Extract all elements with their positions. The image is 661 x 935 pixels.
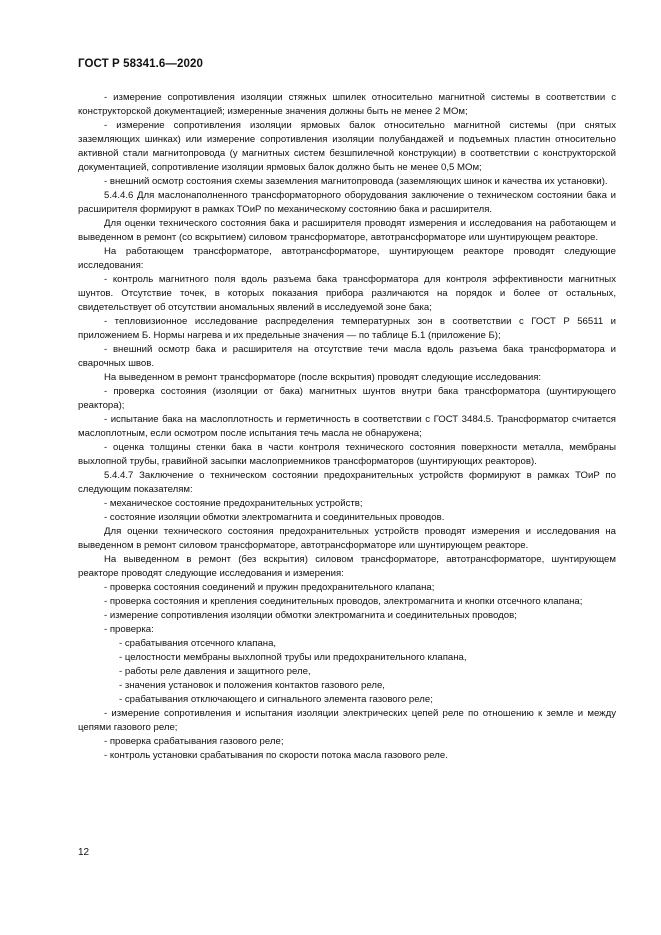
paragraph: - срабатывания отсечного клапана, <box>119 638 277 649</box>
paragraph: - срабатывания отключающего и сигнального элемента газового реле; <box>119 694 433 705</box>
paragraph: - проверка состояния (изоляции от бака) магнитных шунтов внутри бака трансформатора (шунтирующего реактора); <box>78 386 616 411</box>
paragraph: - проверка срабатывания газового реле; <box>104 736 284 747</box>
paragraph: - значения установок и положения контактов газового реле, <box>119 680 385 691</box>
document-body <box>78 91 616 763</box>
paragraph: - внешний осмотр состояния схемы заземления магнитопровода (заземляющих шинок и качества их установки). <box>104 176 608 187</box>
paragraph: - контроль магнитного поля вдоль разъема бака трансформатора для контроля эффективности магнитных шунтов. Отсутствие точек, в которых показания прибора различаются на порядок и более от остальных, свидетельствует об отсутствии аномальных явлений в исследуемой зоне бака; <box>78 274 616 313</box>
paragraph: - механическое состояние предохранительных устройств; <box>104 498 363 509</box>
paragraph: - измерение сопротивления изоляции обмотки электромагнита и соединительных проводов; <box>104 610 517 621</box>
paragraph: 5.4.4.6 Для маслонаполненного трансформаторного оборудования заключение о техническом состоянии бака и расширителя формируют в рамках ТОиР по механическому состоянию бака и расширителя. <box>78 190 616 215</box>
paragraph: - проверка: <box>104 624 154 635</box>
paragraph: Для оценки технического состояния предохранительных устройств проводят измерения и исследования на выведенном в ремонт силовом трансформаторе, автотрансформаторе или шунтирующем реакторе. <box>78 526 616 551</box>
document-header: ГОСТ Р 58341.6—2020 <box>78 58 203 70</box>
paragraph: На выведенном в ремонт трансформаторе (после вскрытия) проводят следующие исследования: <box>104 372 542 383</box>
paragraph: Для оценки технического состояния бака и расширителя проводят измерения и исследования на работающем и выведенном в ремонт (со вскрытием) силовом трансформаторе, автотрансформаторе или шунтирующем реакторе. <box>78 218 616 243</box>
paragraph: - проверка состояния и крепления соединительных проводов, электромагнита и кнопки отсечного клапана; <box>104 596 583 607</box>
paragraph: 5.4.4.7 Заключение о техническом состоянии предохранительных устройств формируют в рамках ТОиР по следующим показателям: <box>78 470 616 495</box>
paragraph: - состояние изоляции обмотки электромагнита и соединительных проводов. <box>104 512 445 523</box>
paragraph: На работающем трансформаторе, автотрансформаторе, шунтирующем реакторе проводят следующие исследования: <box>78 246 616 271</box>
paragraph: - измерение сопротивления изоляции стяжных шпилек относительно магнитной системы в соответствии с конструкторской документацией; измеренные значения должны быть не менее 2 МОм; <box>78 92 616 117</box>
paragraph: - контроль установки срабатывания по скорости потока масла газового реле. <box>104 750 448 761</box>
paragraph: На выведенном в ремонт (без вскрытия) силовом трансформаторе, автотрансформаторе, шунтирующем реакторе проводят следующие исследования и измерения: <box>78 554 616 579</box>
paragraph: - оценка толщины стенки бака в части контроля технического состояния поверхности металла, мембраны выхлопной трубы, гравийной засыпки маслоприемников трансформаторов (шунтирующих реакторов). <box>78 442 616 467</box>
paragraph: - целостности мембраны выхлопной трубы или предохранительного клапана, <box>119 652 467 663</box>
paragraph: - проверка состояния соединений и пружин предохранительного клапана; <box>104 582 435 593</box>
paragraph: - внешний осмотр бака и расширителя на отсутствие течи масла вдоль разъема бака трансформатора и сварочных швов. <box>78 344 616 369</box>
page-number: 12 <box>78 847 90 858</box>
paragraph: - испытание бака на маслоплотность и герметичность в соответствии с ГОСТ 3484.5. Трансформатор считается маслоплотным, если осмотром после испытания течь масла не обнаружена; <box>78 414 616 439</box>
paragraph: - работы реле давления и защитного реле, <box>119 666 311 677</box>
paragraph: - тепловизионное исследование распределения температурных зон в соответствии с ГОСТ Р 56511 и приложением Б. Нормы нагрева и их предельные значения — по таблице Б.1 (приложение Б); <box>78 316 616 341</box>
paragraph: - измерение сопротивления изоляции ярмовых балок относительно магнитной системы (при снятых заземляющих шинках) или измерение сопротивления изоляции полубандажей и подъемных пластин относительно активной стали магнитопровода (у магнитных систем безшпилечной конструкции) в соответствии с конструкторской документацией, сопротивление изоляции ярмовых балок должно быть не менее 0,5 МОм; <box>78 120 616 173</box>
paragraph: - измерение сопротивления и испытания изоляции электрических цепей реле по отношению к земле и между цепями газового реле; <box>78 708 616 733</box>
